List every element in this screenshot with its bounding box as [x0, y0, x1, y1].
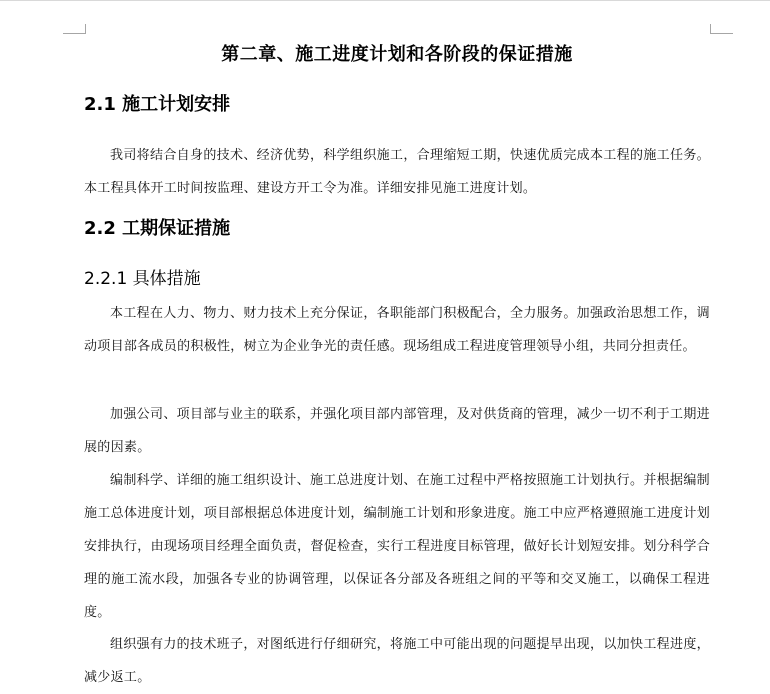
paragraph-resources: 本工程在人力、物力、财力技术上充分保证，各职能部门积极配合，全力服务。加强政治思想工作，调动项目部各成员的积极性，树立为企业争光的责任感。现场组成工程进度管理领导小组，共同分担责任。 — [84, 306, 710, 354]
paragraph-schedule-arrangement: 我司将结合自身的技术、经济优势，科学组织施工，合理缩短工期，快速优质完成本工程的施工任务。本工程具体开工时间按监理、建设方开工令为准。详细安排见施工进度计划。 — [84, 148, 710, 196]
paragraph-planning: 编制科学、详细的施工组织设计、施工总进度计划、在施工过程中严格按照施工计划执行。并根据编制施工总体进度计划，项目部根据总体进度计划，编制施工计划和形象进度。施工中应严格遵照施工进度计划安排执行，由现场项目经理全面负责，督促检查，实行工程进度目标管理，做好长计划短安排。划分科学合理的施工流水段，加强各专业的协调管理，以保证各分部及各班组之间的平等和交叉施工，以确保工程进度。 — [84, 473, 710, 620]
paragraph-coordination: 加强公司、项目部与业主的联系，并强化项目部内部管理，及对供货商的管理，减少一切不利于工期进展的因素。 — [84, 407, 710, 455]
section-heading-2-1: 2.1 施工计划安排 — [84, 94, 231, 115]
crop-mark-top-right — [710, 24, 733, 34]
paragraph-technical-team: 组织强有力的技术班子，对图纸进行仔细研究，将施工中可能出现的问题提早出现，以加快工程进度，减少返工。 — [84, 637, 710, 685]
chapter-title: 第二章、施工进度计划和各阶段的保证措施 — [221, 44, 573, 65]
section-heading-2-2-1: 2.2.1 具体措施 — [84, 269, 201, 289]
page-top-border — [0, 0, 770, 1]
crop-mark-top-left — [63, 24, 86, 34]
section-heading-2-2: 2.2 工期保证措施 — [84, 218, 231, 239]
